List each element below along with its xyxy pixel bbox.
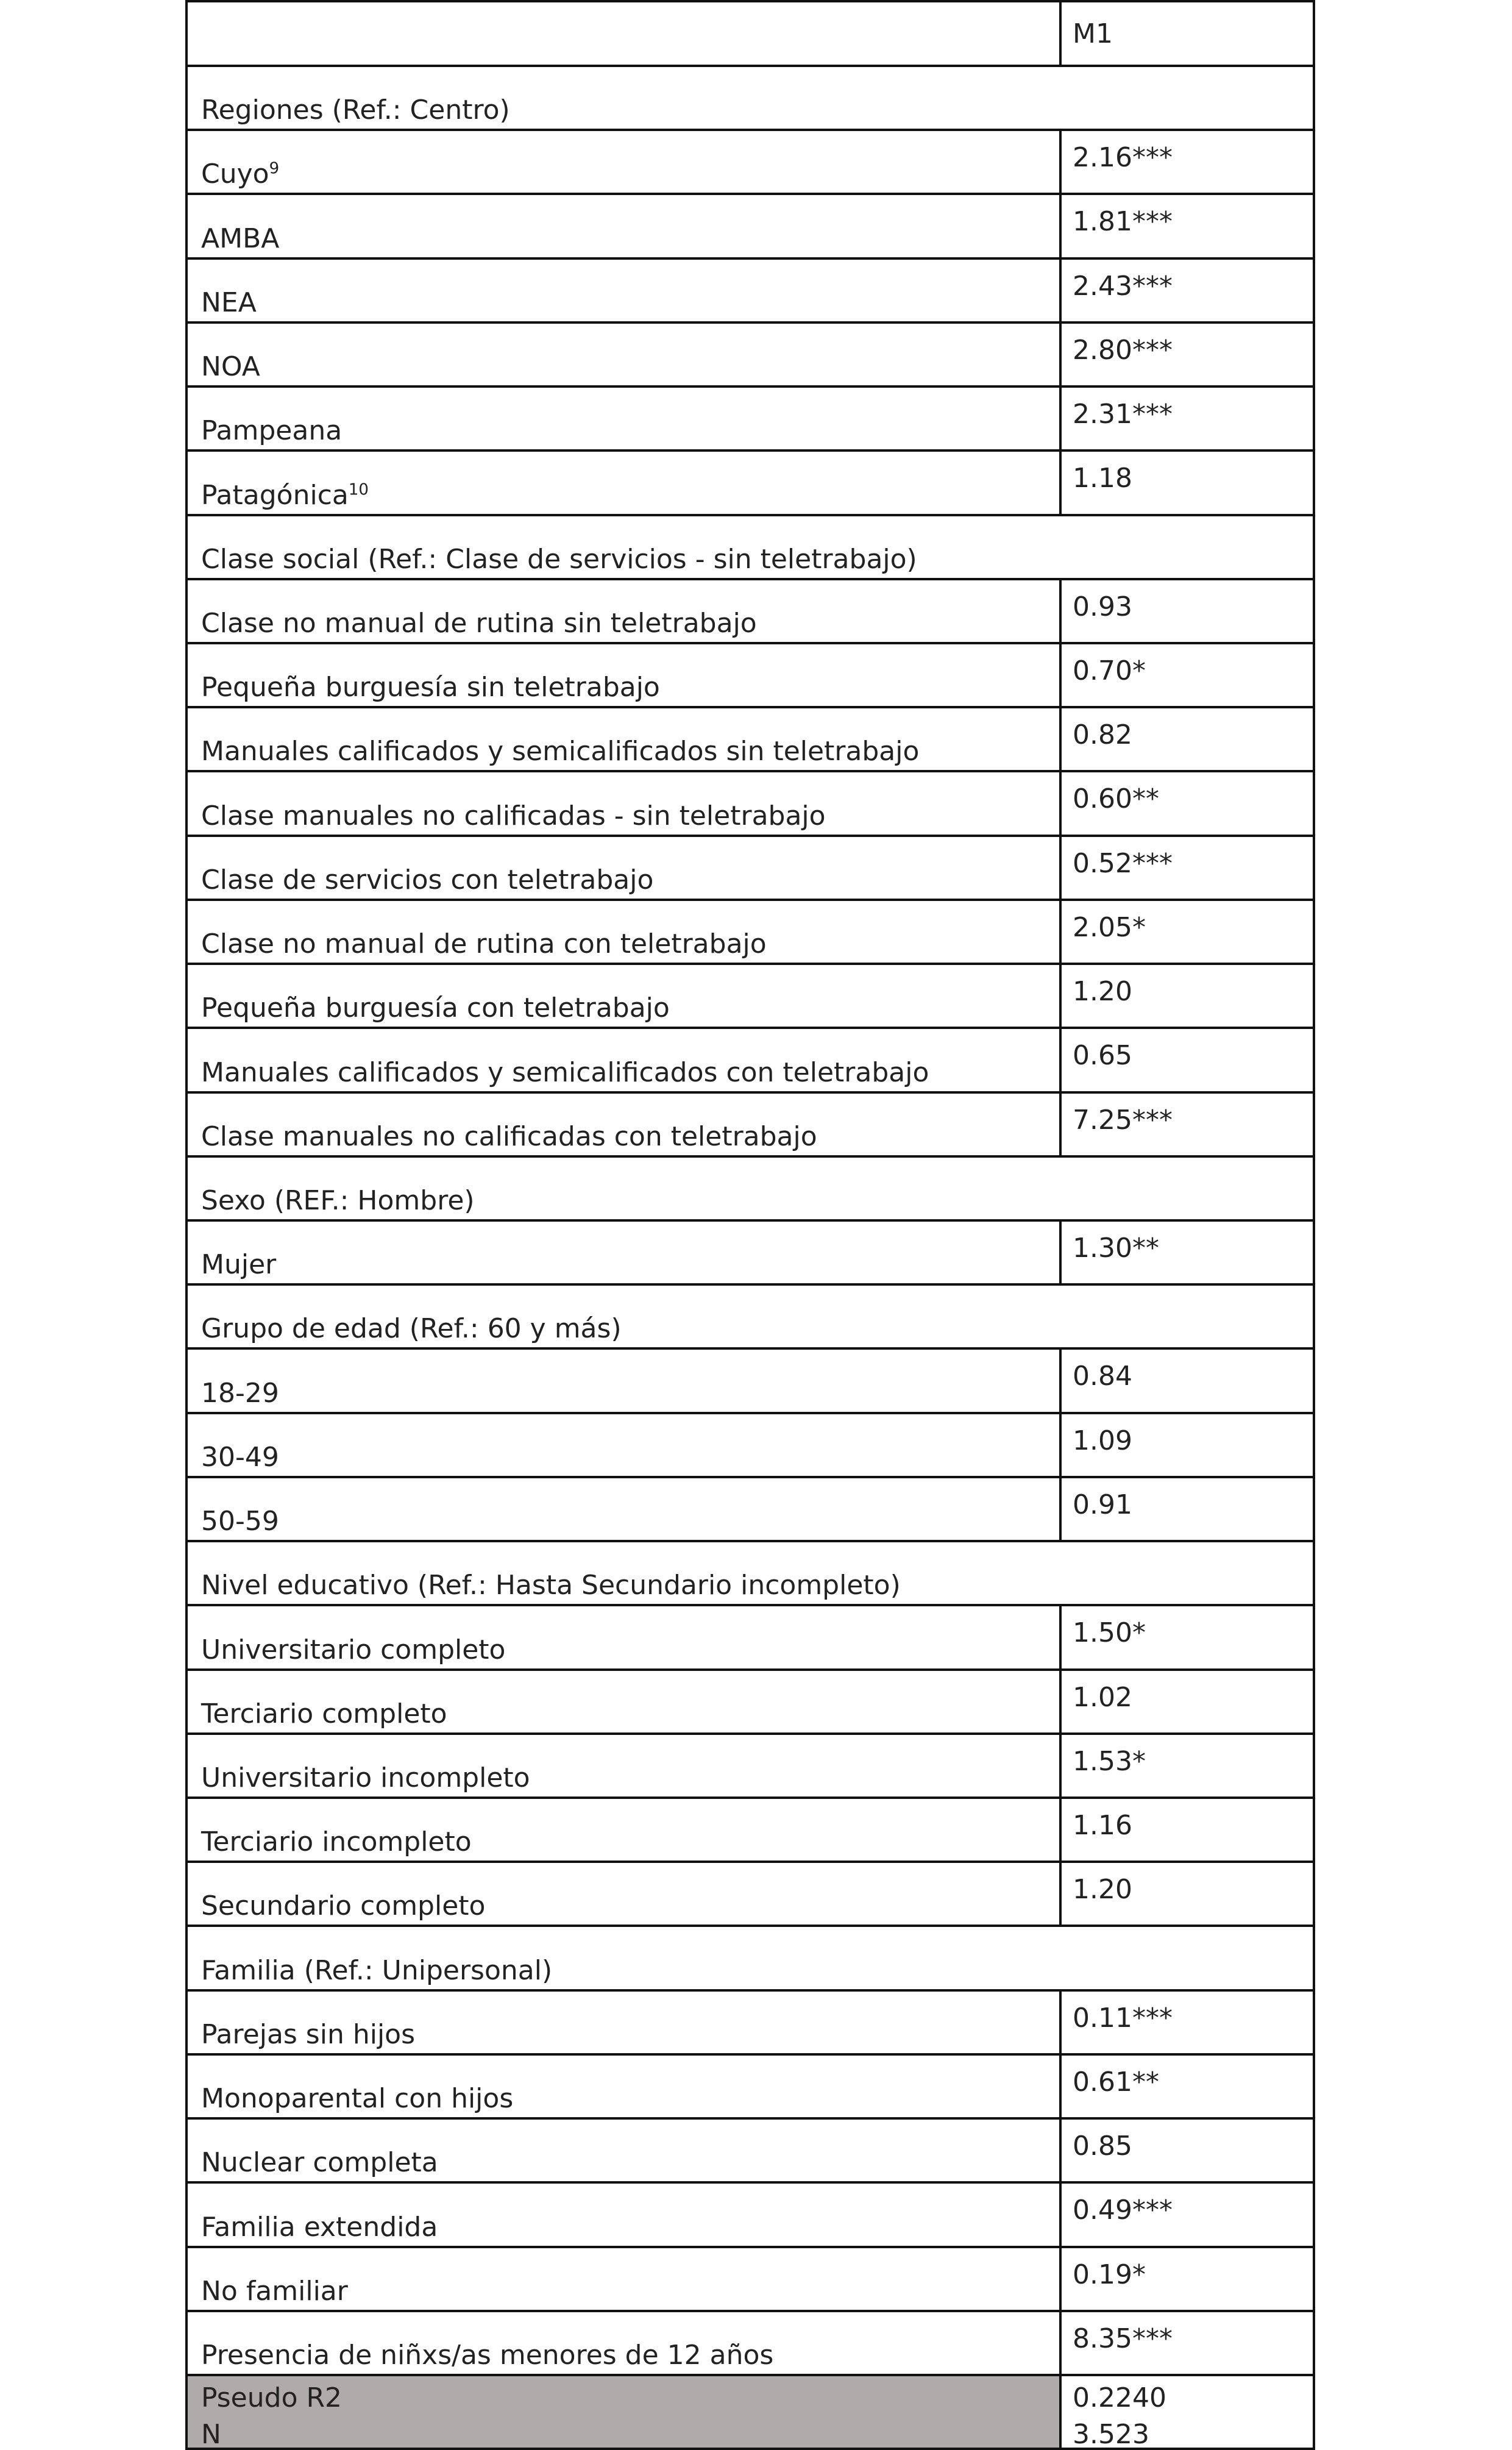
table-row-pequena-burguesia-sin-teletrabajo [185,642,1315,706]
table-row-30-49 [185,1412,1315,1476]
row-label [201,1377,279,1409]
value-cell [1059,2312,1313,2374]
value-cell [1059,1735,1313,1797]
value-cell [1059,708,1313,770]
table-row-clase-de-servicios-con-teletrabajo [185,835,1315,899]
coefficient-value: 1.50* [1073,1617,1146,1649]
row-label-text: Mujer [201,1249,277,1281]
row-label-text: AMBA [201,223,280,254]
row-label-text: NEA [201,287,257,318]
row-label [201,674,660,701]
row-label-text: Presencia de niñxs/as menores de 12 años [201,2339,774,2371]
row-label [201,223,280,254]
row-label [201,1120,817,1152]
footnote-marker: 9 [269,159,280,178]
row-label-text: Pequeña burguesía sin teletrabajo [201,672,660,703]
value-cell [1059,1863,1313,1925]
row-label [201,2147,438,2179]
value-cell [1059,195,1313,257]
value-cell [1059,388,1313,449]
value-cell [1059,2184,1313,2245]
coefficient-value: 1.02 [1073,1681,1132,1713]
coefficient-value: 0.82 [1073,719,1132,751]
table-row-no-familiar [185,2246,1315,2310]
table-header-row [185,0,1315,65]
coefficient-value: 0.65 [1073,1040,1132,1072]
row-label [201,992,670,1024]
value-cell [1059,965,1313,1027]
table-row-parejas-sin-hijos [185,1989,1315,2053]
coefficient-value: 2.31*** [1073,399,1173,430]
table-row-terciario-incompleto [185,1797,1315,1861]
row-label [201,1634,506,1665]
row-label [201,1441,279,1473]
row-label [201,415,343,447]
stat-value-n: 3.523 [1073,2419,1149,2450]
group-label [201,543,917,575]
table-row-familia-extendida [185,2181,1315,2245]
value-cell [1059,260,1313,321]
table-row-amba [185,193,1315,257]
row-label-text: Universitario incompleto [201,1762,530,1793]
coefficient-value: 0.61** [1073,2066,1159,2098]
table-row-nuclear-completa [185,2117,1315,2181]
group-row-sexo-ref-hombre [185,1155,1315,1219]
table-row-terciario-completo [185,1668,1315,1732]
row-label-text: Pequeña burguesía con teletrabajo [201,992,670,1024]
row-label [201,2083,514,2115]
coefficient-value: 0.85 [1073,2131,1132,2162]
table-row-presencia-de-ninxs-as-menores-de-12-anos [185,2310,1315,2374]
coefficient-value: 1.09 [1073,1425,1132,1456]
value-cell [1059,2248,1313,2310]
table-row-clase-manuales-no-calificadas-sin-teletrabajo [185,770,1315,834]
table-row-cuyo [185,129,1315,193]
value-cell [1059,1094,1313,1155]
row-label-text: Nivel educativo (Ref.: Hasta Secundario incompleto) [201,1570,901,1601]
table-row-noa [185,321,1315,385]
value-cell [1059,1799,1313,1861]
row-label [201,2339,774,2371]
row-label [201,1249,277,1281]
value-cell [1059,2056,1313,2117]
table-row-universitario-completo [185,1604,1315,1668]
group-label [201,94,510,126]
regression-table [185,0,1315,2450]
table-row-mujer [185,1219,1315,1283]
coefficient-value: 0.70* [1073,655,1146,686]
row-label-text: Parejas sin hijos [201,2018,416,2050]
stat-label-pseudo-r2: Pseudo R2 [201,2382,343,2413]
coefficient-value: 2.05* [1073,911,1146,943]
value-cell [1059,1992,1313,2053]
row-label-text: Clase manuales no calificadas con teletrabajo [201,1120,817,1152]
row-label [201,2018,416,2050]
row-label-text: Clase no manual de rutina con teletrabajo [201,928,767,960]
coefficient-value: 2.43*** [1073,270,1173,302]
table-row-universitario-incompleto [185,1732,1315,1797]
row-label-text: Monoparental con hijos [201,2083,514,2115]
row-label-text: Clase social (Ref.: Clase de servicios - sin teletrabajo) [201,543,917,575]
value-cell [1059,837,1313,899]
coefficient-value: 0.84 [1073,1361,1132,1392]
row-label-text: Clase no manual de rutina sin teletrabajo [201,607,757,639]
table-row-clase-manuales-no-calificadas-con-teletrabajo [185,1091,1315,1155]
row-label-text: Manuales calificados y semicalificados sin teletrabajo [201,736,920,767]
table-row-pequena-burguesia-con-teletrabajo [185,963,1315,1027]
row-label [201,158,280,190]
group-row-familia-ref-unipersonal [185,1925,1315,1989]
coefficient-value: 1.16 [1073,1810,1132,1841]
row-label-text: Clase manuales no calificadas - sin teletrabajo [201,800,826,832]
row-label [201,864,654,896]
coefficient-value: 0.91 [1073,1489,1132,1520]
row-label-text: 50-59 [201,1506,279,1537]
row-label [201,607,757,639]
table-row-secundario-completo [185,1861,1315,1925]
value-cell [1059,772,1313,834]
coefficient-value: 1.18 [1073,463,1132,494]
coefficient-value: 0.49*** [1073,2195,1173,2226]
coefficient-value: 7.25*** [1073,1104,1173,1136]
value-cell [1059,131,1313,193]
column-header-cell [1059,2,1313,65]
row-label [201,1890,486,1922]
value-cell [1059,1414,1313,1476]
row-label-text: Regiones (Ref.: Centro) [201,94,510,126]
row-label-text: Sexo (REF.: Hombre) [201,1184,475,1216]
table-row-manuales-calificados-y-semicalificados-sin-teletrabajo [185,706,1315,770]
row-label-text: Manuales calificados y semicalificados con teletrabajo [201,1056,929,1088]
row-label [201,1698,447,1729]
row-label-text: Secundario completo [201,1890,486,1922]
group-label [201,1572,901,1599]
table-row-clase-no-manual-de-rutina-con-teletrabajo [185,899,1315,963]
table-row-pampeana [185,385,1315,449]
row-label [201,1762,530,1793]
group-row-clase-social-ref-clase-de-servicios-sin-teletrabajo [185,514,1315,578]
row-label [201,1508,279,1535]
row-label [201,479,369,511]
value-cell [1059,1350,1313,1411]
row-label-text: No familiar [201,2275,348,2307]
coefficient-value: 1.20 [1073,976,1132,1008]
row-label-text: 18-29 [201,1377,279,1409]
value-cell [1059,1029,1313,1091]
row-label-text: Terciario incompleto [201,1826,472,1858]
group-row-nivel-educativo-ref-hasta-secundario-incompleto [185,1540,1315,1604]
value-cell [1059,644,1313,706]
value-cell [1059,1671,1313,1732]
row-label-text: Patagónica [201,479,349,511]
coefficient-value: 0.11*** [1073,2002,1173,2034]
value-cell [1059,580,1313,642]
row-label [201,287,257,318]
coefficient-value: 1.81*** [1073,206,1173,238]
coefficient-value: 2.16*** [1073,142,1173,174]
row-label-text: Universitario completo [201,1634,506,1665]
row-label-text: Nuclear completa [201,2147,438,2179]
row-label [201,1826,472,1858]
row-label [201,351,260,383]
coefficient-value: 0.52*** [1073,847,1173,879]
coefficient-value: 0.60** [1073,783,1159,815]
value-cell [1059,1478,1313,1540]
row-label [201,2275,348,2307]
stats-value-cell [1059,2376,1313,2448]
stats-label-cell [188,2376,1059,2448]
row-label [201,800,826,832]
group-label [201,1313,622,1345]
stat-label-n: N [201,2419,221,2450]
table-row-clase-no-manual-de-rutina-sin-teletrabajo [185,578,1315,642]
value-cell [1059,324,1313,385]
table-row-patagonica [185,449,1315,513]
group-row-regiones-ref-centro [185,65,1315,129]
group-label [201,1184,475,1216]
table-row-50-59 [185,1476,1315,1540]
coefficient-value: 1.20 [1073,1874,1132,1906]
coefficient-value: 1.30** [1073,1233,1159,1264]
coefficient-value: 1.53* [1073,1745,1146,1777]
group-label [201,1954,553,1986]
row-label [201,2211,438,2243]
row-label-text: 30-49 [201,1441,279,1473]
value-cell [1059,2120,1313,2181]
value-cell [1059,452,1313,513]
model-stats-row [185,2374,1315,2450]
row-label-text: Clase de servicios con teletrabajo [201,864,654,896]
footnote-marker: 10 [348,480,369,499]
row-label-text: Familia extendida [201,2211,438,2243]
coefficient-value: 0.19* [1073,2259,1146,2290]
table-row-18-29 [185,1347,1315,1411]
coefficient-value: 8.35*** [1073,2323,1173,2354]
row-label [201,1056,929,1088]
value-cell [1059,1222,1313,1283]
row-label [201,738,919,765]
value-cell [1059,901,1313,963]
value-cell [1059,1606,1313,1668]
column-header-label: M1 [1073,18,1113,49]
row-label-text: Cuyo [201,158,269,190]
row-label-text: Familia (Ref.: Unipersonal) [201,1954,553,1986]
row-label-text: Terciario completo [201,1698,447,1729]
row-label-text: Grupo de edad (Ref.: 60 y más) [201,1313,622,1345]
row-label-text: NOA [201,351,260,383]
stat-value-pseudo-r2: 0.2240 [1073,2382,1166,2413]
coefficient-value: 0.93 [1073,591,1132,622]
row-label-text: Pampeana [201,415,343,447]
table-row-nea [185,257,1315,321]
row-label [201,928,767,960]
table-row-monoparental-con-hijos [185,2053,1315,2117]
group-row-grupo-de-edad-ref-60-y-mas [185,1283,1315,1347]
coefficient-value: 2.80*** [1073,334,1173,366]
table-row-manuales-calificados-y-semicalificados-con-teletrabajo [185,1027,1315,1091]
